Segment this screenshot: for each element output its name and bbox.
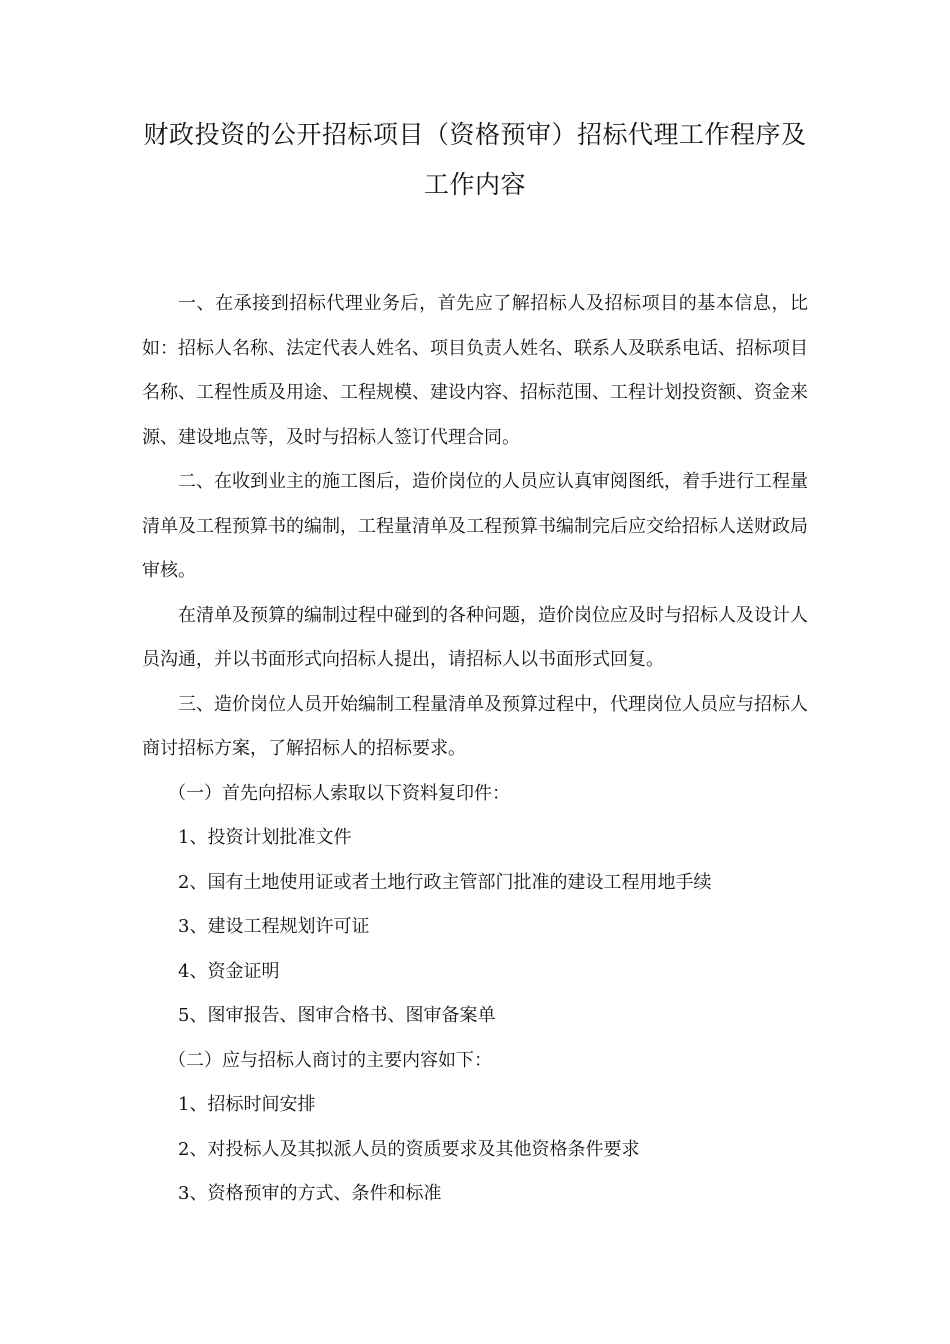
section-2-item: 1、招标时间安排 <box>178 1094 316 1115</box>
title-line-2: 工作内容 <box>423 170 526 199</box>
document-title <box>142 0 808 210</box>
section-1-heading: （一）首先向招标人索取以下资料复印件： <box>168 782 510 804</box>
section-2-item: 3、资格预审的方式、条件和标准 <box>178 1183 442 1204</box>
section-1-item: 3、建设工程规划许可证 <box>178 916 370 937</box>
section-1-item: 1、投资计划批准文件 <box>178 827 352 848</box>
section-1-item: 2、国有土地使用证或者土地行政主管部门批准的建设工程用地手续 <box>178 871 712 893</box>
paragraph-2: 二、在收到业主的施工图后，造价岗位的人员应认真审阅图纸，着手进行工程量清单及工程预算书的编制，工程量清单及工程预算书编制完后应交给招标人送财政局审核。 <box>142 471 808 581</box>
section-2-item: 2、对投标人及其拟派人员的资质要求及其他资格条件要求 <box>178 1138 640 1160</box>
section-2-heading: （二）应与招标人商讨的主要内容如下： <box>168 1049 492 1071</box>
document-body <box>142 282 808 1217</box>
paragraph-1: 一、在承接到招标代理业务后，首先应了解招标人及招标项目的基本信息，比如：招标人名称、法定代表人姓名、项目负责人姓名、联系人及联系电话、招标项目名称、工程性质及用途、工程规模、建设内容、招标范围、工程计划投资额、资金来源、建设地点等，及时与招标人签订代理合同。 <box>142 293 808 448</box>
paragraph-4: 三、造价岗位人员开始编制工程量清单及预算过程中，代理岗位人员应与招标人商讨招标方案，了解招标人的招标要求。 <box>142 693 808 759</box>
paragraph-3: 在清单及预算的编制过程中碰到的各种问题，造价岗位应及时与招标人及设计人员沟通，并以书面形式向招标人提出，请招标人以书面形式回复。 <box>142 604 808 670</box>
title-line-1: 财政投资的公开招标项目（资格预审）招标代理工作程序及 <box>143 120 807 149</box>
section-1-item: 5、图审报告、图审合格书、图审备案单 <box>178 1005 496 1026</box>
section-1-item: 4、资金证明 <box>178 960 280 982</box>
